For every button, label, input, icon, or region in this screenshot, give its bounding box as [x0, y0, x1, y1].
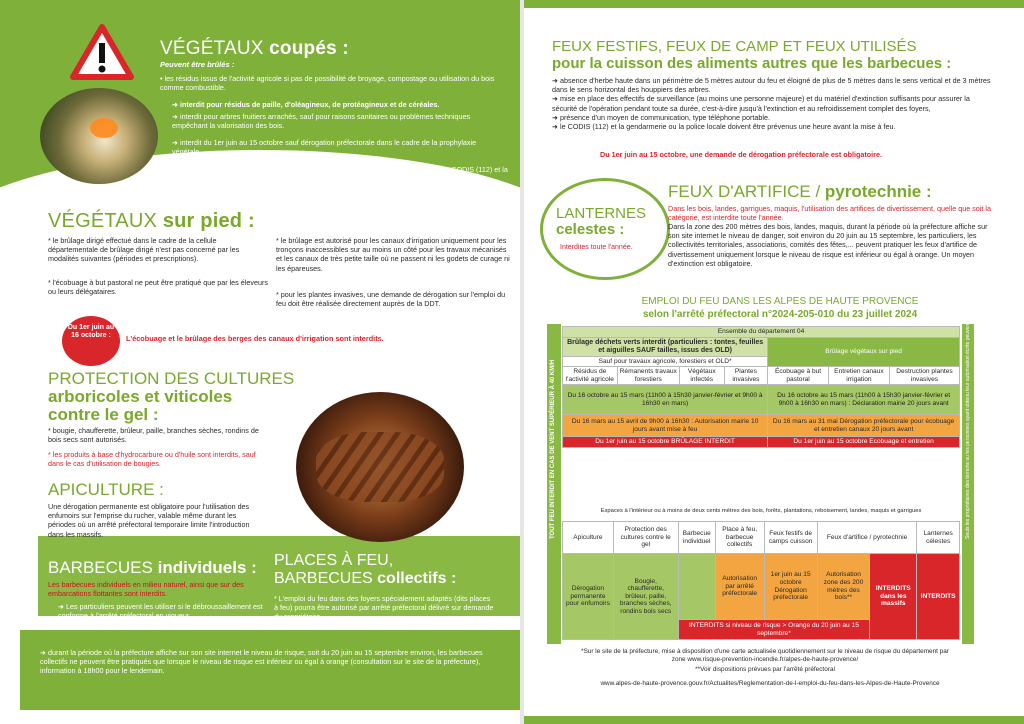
barbecues-collectifs-note: ➜ durant la période où la préfecture affiche sur son site internet le niveau de risque, soit du 20 juin au 15 septembre environ, les barbecues collectifs ne peuvent être pratiqués que lorsque le niveau de risque est inférieur ou égal à orange (consultation sur le site de la préfecture), information à 18h00 pour le lendemain. [40, 648, 500, 676]
apiculture-title: APICULTURE : [48, 480, 164, 499]
table-row-red-b: Du 1er juin au 15 octobre Ecobuage et entretien [768, 437, 960, 448]
table2-col-barbecue: Barbecue individuel [678, 522, 715, 554]
table-col-vegetaux: Végétaux infectés [679, 367, 724, 385]
prefecture-link[interactable]: www.alpes-de-haute-provence.gouv.fr/Actualites/Reglementation-de-l-emploi-du-feu-dans-les-Alpes-de-Haute-Provence [600, 680, 940, 687]
table-row-orange-a: Du 16 mars au 15 avril de 9h00 à 16h30 : Autorisation mairie 10 jours avant mise à feu [563, 415, 768, 437]
vegetaux-coupes-item-3: ➜ interdit du 1er juin au 15 octobre sauf dérogation préfectorale dans le cadre de la prophylaxie végétale. [172, 138, 502, 156]
places-a-feu-title: PLACES À FEU, BARBECUES collectifs : [274, 552, 457, 587]
feux-festifs-derogation: Du 1er juin au 15 octobre, une demande de dérogation préfectorale est obligatoire. [600, 150, 882, 159]
table2-art1-cell: Autorisation zone des 200 mètres des bois** [817, 554, 870, 620]
table-row-orange-b: Du 16 mars au 31 mai Dérogation préfectorale pour écobuage et entretien canaux 20 jours avant [768, 415, 960, 437]
table2-col-artifice: Feux d'artifice / pyrotechnie [817, 522, 917, 554]
artifice-title: FEUX D'ARTIFICE / pyrotechnie : [668, 182, 932, 201]
protection-item-1: * bougie, chaufferette, brûleur, paille, branches sèches, rondins de bois secs sont autorisés. [48, 426, 259, 445]
lavande-note: A partir du 15 septembre, les lavandiculteurs peuvent brûler les lavandes arrachées : le CODIS (112) et la gendarmerie locale doivent être prévenus avant la mise à feu. [172, 165, 508, 184]
table-col-destruction: Destruction plantes invasives [889, 367, 959, 385]
table2-place-cell: Autorisation par arrêté préfectorale [715, 554, 764, 620]
barbecues-individuels-title: BARBECUES individuels : [48, 558, 257, 577]
table-subtitle: selon l'arrêté préfectoral n°2024-205-010 du 23 juillet 2024 [642, 309, 918, 320]
table-col-canaux: Entretien canaux irrigation [828, 367, 889, 385]
table2-lant-cell: INTERDITS [917, 554, 960, 640]
date-badge: Du 1er juin au 16 octobre : [62, 316, 120, 366]
places-a-feu-text: * L'emploi du feu dans des foyers spécialement adaptés (dits places à feu) pourra être autorisé par arrêté préfectoral délivré sur demande du propriétaire. [274, 594, 494, 622]
table-ensemble-header: Ensemble du département 04 [563, 327, 960, 338]
feux-festifs-list [552, 76, 996, 131]
feux-festifs-item: ➜ mise en place des effectifs de surveillance (au moins une personne majeure) et du matériel d'extinction suffisants pour assurer la sécurité de l'opération pendant toute sa durée, c'est-à-dire jusqu'à l'extinction et au refroidissement complet des foyers, [552, 94, 996, 112]
feux-festifs-subtitle: pour la cuisson des aliments autres que les barbecues : [552, 55, 952, 72]
apiculture-text: Une dérogation permanente est obligatoire pour l'utilisation des enfumoirs sur l'emprise du rucher, valable même durant les périodes où un arrêté préfectoral temporaire limite l'introduction dans les massifs. [48, 502, 250, 539]
feux-festifs-title: FEUX FESTIFS, FEUX DE CAMP ET FEUX UTILISÉS [552, 38, 917, 55]
vegetaux-coupes-subtitle: Peuvent être brûlés : [160, 60, 235, 69]
barbecues-individuels-text: ➜ Les particuliers peuvent les utiliser si le débroussaillement est conforme à l'arrêté préfectoral en vigueur. [58, 602, 263, 620]
barbecue-skewers-photo [296, 392, 464, 542]
table-pied-header: Brûlage végétaux sur pied [768, 337, 960, 367]
sur-pied-col1-item-2: * l'écobuage à but pastoral ne peut être pratiqué que par les éleveurs ou leurs délégataires. [48, 278, 268, 297]
lanternes-text: Interdites toute l'année. [560, 244, 633, 251]
table2-col-festifs: Feux festifs de camps cuisson [764, 522, 817, 554]
warning-triangle-icon [70, 24, 134, 80]
espaces-note: Espaces à l'intérieur ou à moins de deux cents mètres des bois, forêts, plantations, reboisement, landes, maquis et garrigues [600, 508, 922, 514]
lanternes-title: LANTERNES celestes : [556, 205, 647, 238]
ecobuage-warning: L'écobuage et le brûlage des berges des canaux d'irrigation sont interdits. [126, 334, 384, 343]
table2-api-cell: Dérogation permanente pour enfumoirs [563, 554, 614, 640]
table-row-red-a: Du 1er juin au 15 octobre BRÛLAGE INTERDIT [563, 437, 768, 448]
wind-rule: TOUT FEU INTERDIT EN CAS DE VENT SUPÉRIEUR À 40 KM/H [550, 359, 556, 539]
table2-barbecue-cell [678, 554, 715, 620]
table-title: EMPLOI DU FEU DANS LES ALPES DE HAUTE PROVENCE [641, 296, 919, 307]
vegetaux-sur-pied-title: VÉGÉTAUX sur pied : [48, 210, 255, 232]
vegetaux-coupes-title: VÉGÉTAUX coupés : [160, 38, 349, 59]
sur-pied-col1-item-1: * le brûlage dirigé effectué dans le cadre de la cellule départementale de brûlage dirigé n'est pas concerné par les modalités suivantes (périodes et prescriptions). [48, 236, 240, 264]
vegetaux-coupes-intro: • les résidus issus de l'activité agricole si pas de possibilité de broyage, compostage ou utilisation du bois comme combustible. [160, 74, 495, 93]
owner-rule: Seuls les propriétaires des terrains ou les personnes ayant obtenu leur autorisation écrite peuvent demander l'emploi du feu [965, 265, 971, 539]
artifice-text: Dans la zone des 200 mètres des bois, landes, maquis, durant la période où la préfecture affiche sur son site internet le niveau de danger, soit environ du 20 juin au 15 septembre, les particuliers, les collectivités territoriales, associations, comités des fêtes,... peuvent pratiquer les feux d'artifice de divertissement uniquement lorsque le niveau de risque est inférieur ou égal à orange. Un moyen d'extinction est obligatoire. [668, 222, 988, 268]
table-dechets-header: Brûlage déchets verts interdit (particuliers : tontes, feuilles et aiguilles SAUF tailles, issus des OLD) [563, 337, 768, 356]
protection-title: PROTECTION DES CULTURES arboricoles et viticoles contre le gel : [48, 369, 295, 424]
burning-pile-photo [40, 88, 158, 184]
right-top-strip [524, 0, 1024, 8]
table-col-ecobuage: Écobuage à but pastoral [768, 367, 829, 385]
emploi-feu-table-1 [562, 326, 960, 448]
table2-col-place: Place à feu, barbecue collectifs [715, 522, 764, 554]
table2-festif-cell: 1er juin au 15 octobre Dérogation préfectorale [764, 554, 817, 620]
barbecues-individuels-warning: Les barbecues individuels en milieu naturel, ainsi que sur des embarcations flottantes sont interdits. [48, 580, 244, 599]
flame-icon [90, 118, 118, 138]
table2-col-lanternes: Lanternes célestes [917, 522, 960, 554]
emploi-feu-table-2 [562, 521, 960, 640]
protection-item-2: * les produits à base d'hydrocarbure ou d'huile sont interdits, sauf dans le cas d'utilisation de bougies. [48, 450, 256, 469]
table-col-residus: Résidus de l'activité agricole [563, 367, 618, 385]
feux-festifs-item: ➜ absence d'herbe haute dans un périmètre de 5 mètres autour du feu et éloigné de plus de 5 mètres dans le sens vertical et de 3 mètres dans le sens horizontal des houppiers des arbres. [552, 76, 996, 94]
table-col-remanents: Rémanents travaux forestiers [617, 367, 679, 385]
fold-line [520, 0, 524, 724]
table-row-green-b: Du 16 octobre au 15 mars (11h00 à 15h30 janvier-février et 9h00 à 16h30 en mars) : Déclaration mairie 20 jours avant [768, 385, 960, 415]
table-sauf-row: Sauf pour travaux agricole, forestiers et OLD* [563, 356, 768, 367]
artifice-warning: Dans les bois, landes, garrigues, maquis, l'utilisation des artifices de divertissement, quelle que soit la catégorie, est interdite toute l'année. [668, 204, 991, 223]
table2-col-apiculture: Apiculture [563, 522, 614, 554]
table-col-invasives: Plantes invasives [724, 367, 768, 385]
table2-gel-cell: Bougie, chaufferette, brûleur, paille, branches sèches, rondins bois secs [613, 554, 678, 640]
table2-risque-cell: INTERDITS si niveau de risque > Orange du 20 juin au 15 septembre* [678, 620, 870, 640]
right-bottom-strip [524, 716, 1024, 724]
table2-art2-cell: INTERDITS dans les massifs [870, 554, 917, 640]
table-note-2: **Voir dispositions prévues par l'arrêté préfectoral [695, 666, 835, 673]
table-note-1: *Sur le site de la préfecture, mise à disposition d'une carte actualisée quotidiennement sur le niveau de risque du département par zone www.risque-prevention-incendie.fr/alpes-de-haute-provence/ [581, 648, 949, 663]
vegetaux-coupes-item-1: ➜ interdit pour résidus de paille, d'oléagineux, de protéagineux et de céréales. [172, 100, 512, 109]
table-row-green-a: Du 16 octobre au 15 mars (11h00 à 15h30 janvier-février et 9h00 à 16h30 en mars) [563, 385, 768, 415]
sur-pied-col2-item-2: * pour les plantes invasives, une demande de dérogation sur l'emploi du feu doit être réalisée directement auprès de la DDT. [276, 290, 506, 309]
feux-festifs-item: ➜ présence d'un moyen de communication, type téléphone portable. [552, 113, 996, 122]
sur-pied-col2-item-1: * le brûlage est autorisé pour les canaux d'irrigation uniquement pour les tronçons inaccessibles sur au moins un côté pour les travaux mécanisés et les canaux de très petite taille où ne passent ni les godets de curage ni les épareuses. [276, 236, 510, 273]
vegetaux-coupes-item-2: ➜ interdit pour arbres fruitiers arrachés, sauf pour raisons sanitaires ou problèmes techniques empêchant la valorisation des bois. [172, 112, 492, 130]
table2-col-gel: Protection des cultures contre le gel [613, 522, 678, 554]
skewers-icon [316, 432, 444, 502]
feux-festifs-item: ➜ le CODIS (112) et la gendarmerie ou la police locale doivent être prévenus une heure avant la mise à feu. [552, 122, 996, 131]
